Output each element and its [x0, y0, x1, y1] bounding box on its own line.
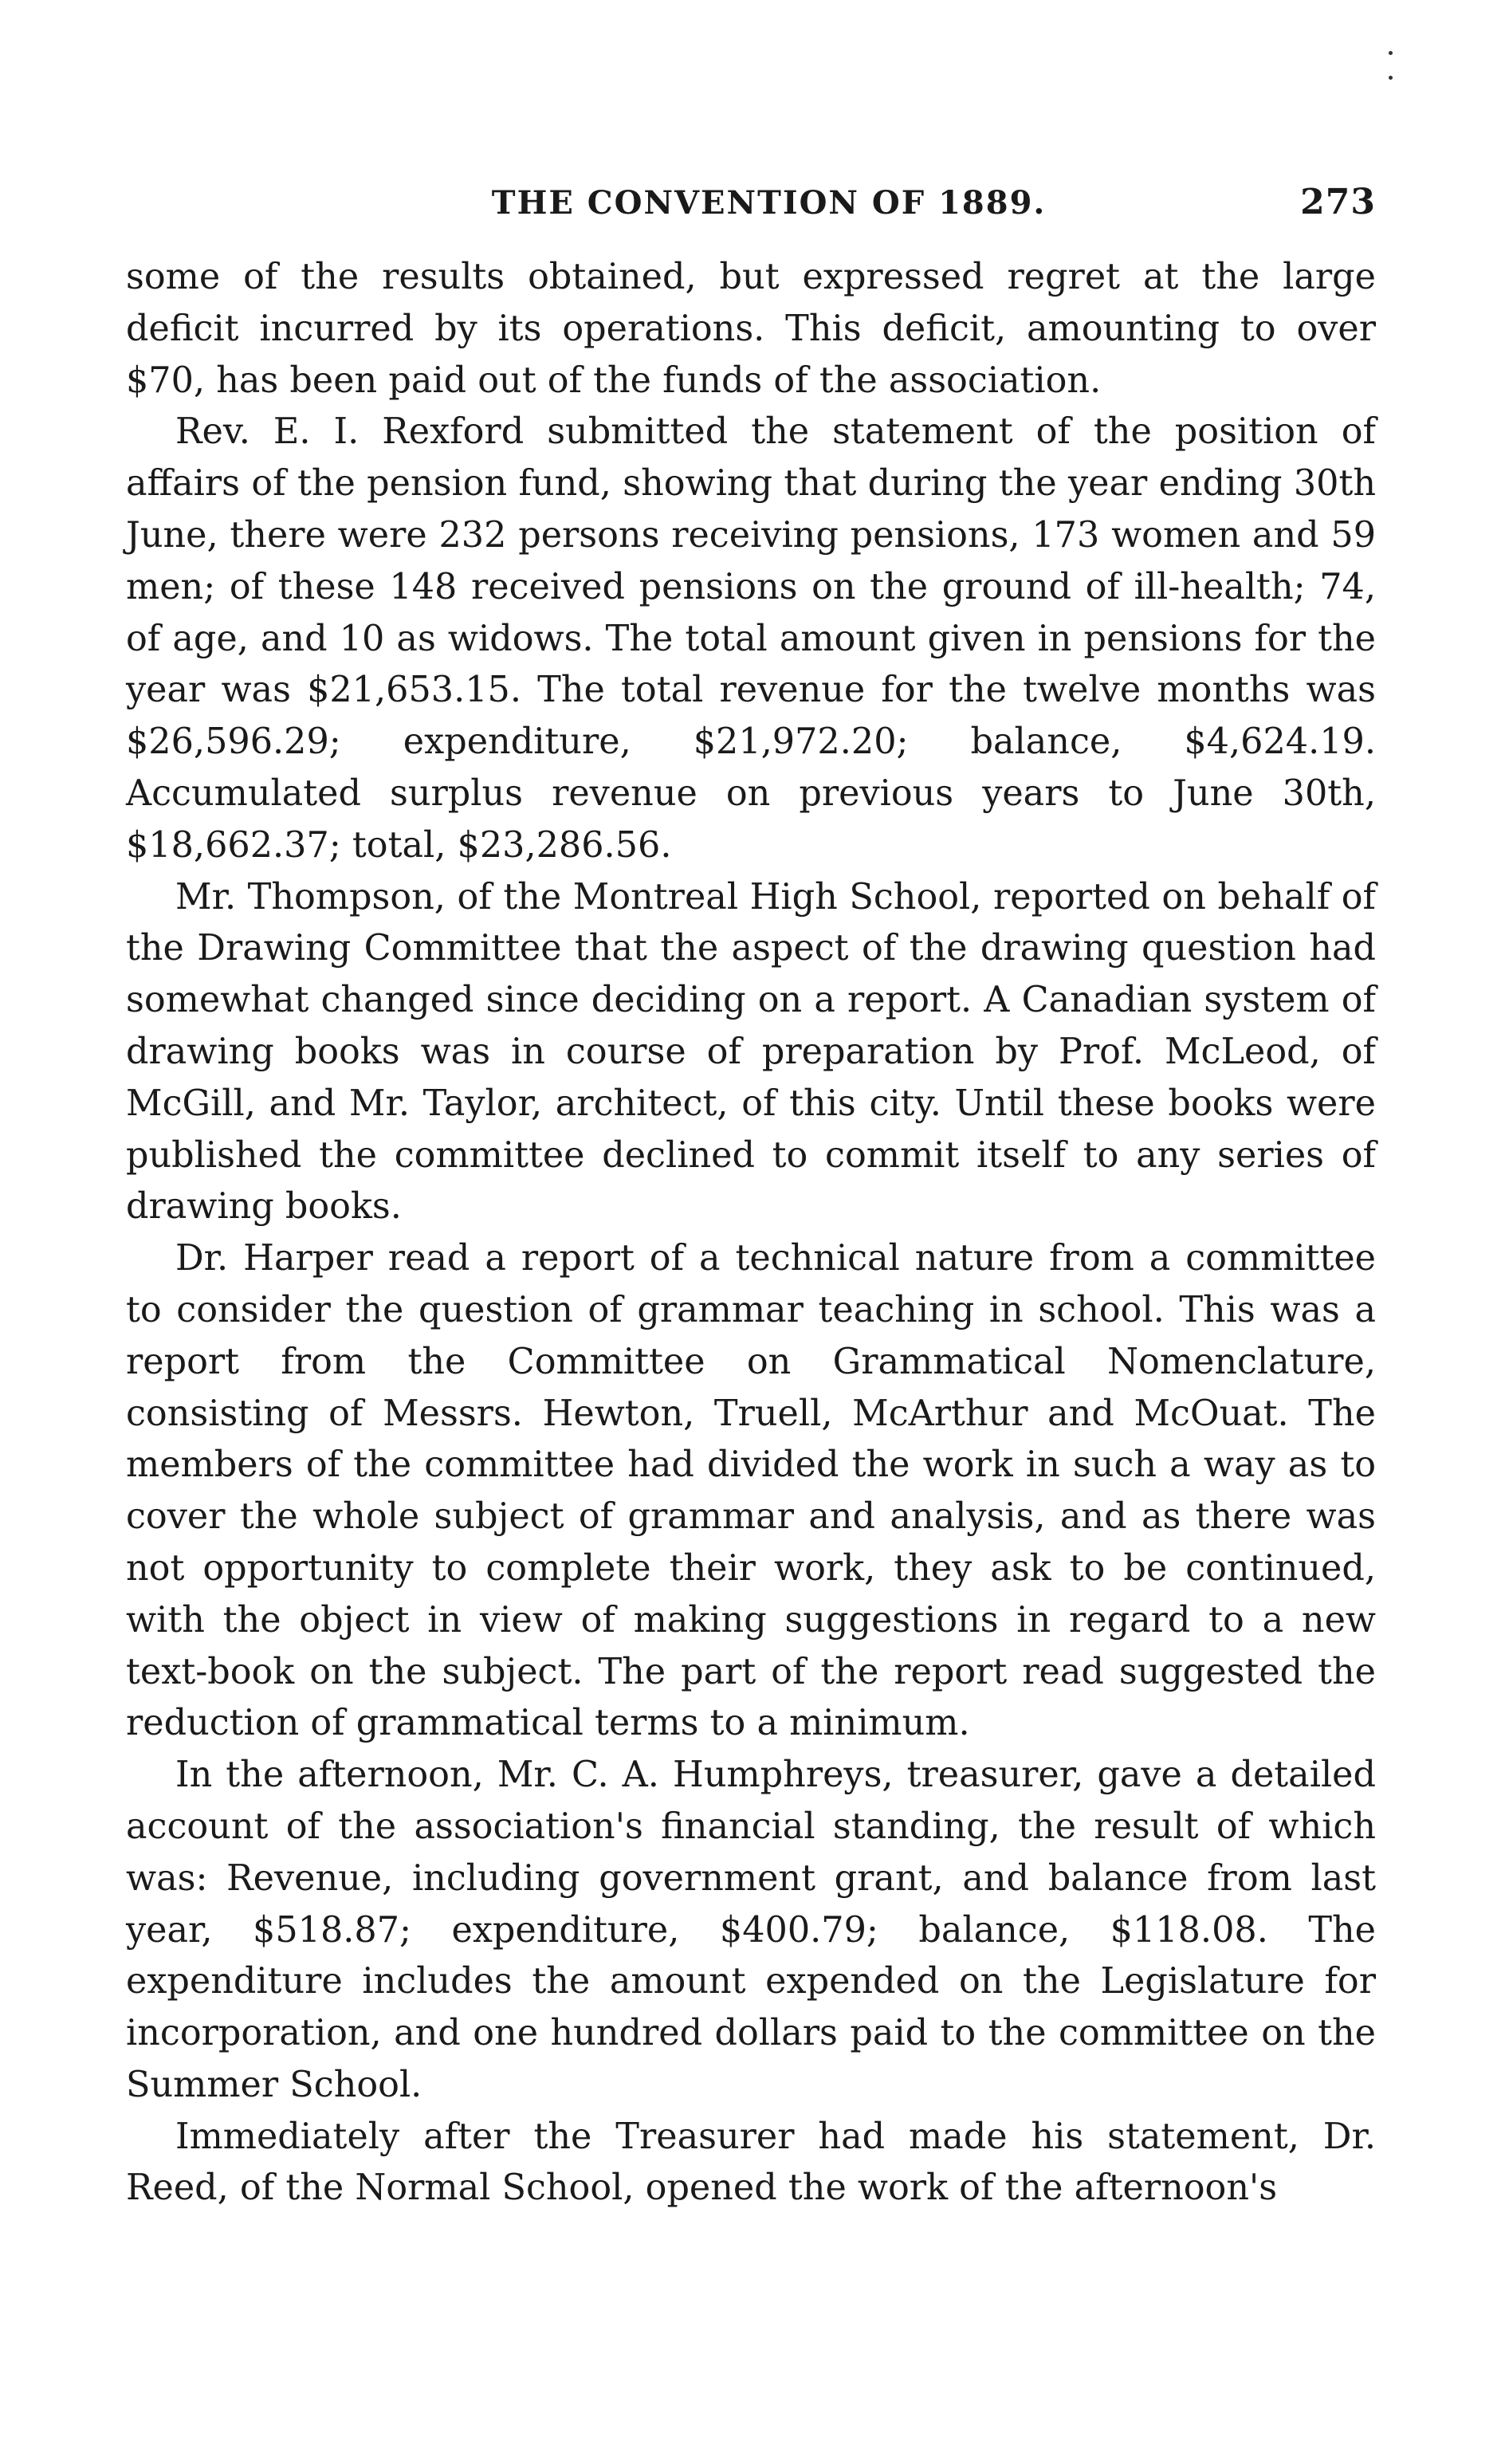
running-head [126, 182, 1376, 233]
paragraph-deficit: some of the results obtained, but expressed regret at the large deficit incurred by its operations. This deficit, amounting to over $70, has been paid out of the funds of the association. [126, 257, 1376, 401]
paragraph-drawing-committee: Mr. Thompson, of the Montreal High School, reported on behalf of the Drawing Committee that the aspect of the drawing question had somewhat changed since deciding on a report. A Canadian system of drawing books was in course of preparation by Prof. McLeod, of McGill, and Mr. Taylor, architect, of this city. Until these books were published the committee declined to commit itself to any series of drawing books. [126, 876, 1376, 1228]
body-text [126, 252, 1376, 2214]
page-edge-mark [1389, 51, 1393, 80]
paragraph-grammar-report: Dr. Harper read a report of a technical nature from a committee to consider the question of grammar teaching in school. This was a report from the Committee on Grammatical Nomenclature, consisting of Messrs. Hewton, Truell, McArthur and McOuat. The members of the committee had divided the work in such a way as to cover the whole subject of grammar and analysis, and as there was not opportunity to complete their work, they ask to be continued, with the object in view of making suggestions in regard to a new text-book on the subject. The part of the report read suggested the reduction of grammatical terms to a minimum. [126, 1238, 1376, 1744]
paragraph-treasurer-report: In the afternoon, Mr. C. A. Humphreys, treasurer, gave a detailed account of the association's financial standing, the result of which was: Revenue, including government grant, and balance from last year, $518.87; expenditure, $400.79; balance, $118.08. The expenditure includes the amount expended on the Legislature for incorporation, and one hundred dollars paid to the committee on the Summer School. [126, 1755, 1376, 2105]
running-title: THE CONVENTION OF 1889. [491, 184, 1047, 222]
paragraph-normal-school: Immediately after the Treasurer had made his statement, Dr. Reed, of the Normal School, opened the work of the afternoon's [126, 2116, 1376, 2209]
page-number: 273 [1300, 182, 1376, 222]
paragraph-pension-fund: Rev. E. I. Rexford submitted the statement of the position of affairs of the pension fund, showing that during the year ending 30th June, there were 232 persons receiving pensions, 173 women and 59 men; of these 148 received pensions on the ground of ill-health; 74, of age, and 10 as widows. The total amount given in pensions for the year was $21,653.15. The total revenue for the twelve months was $26,596.29; expenditure, $21,972.20; balance, $4,624.19. Accumulated surplus revenue on previous years to June 30th, $18,662.37; total, $23,286.56. [126, 411, 1376, 866]
